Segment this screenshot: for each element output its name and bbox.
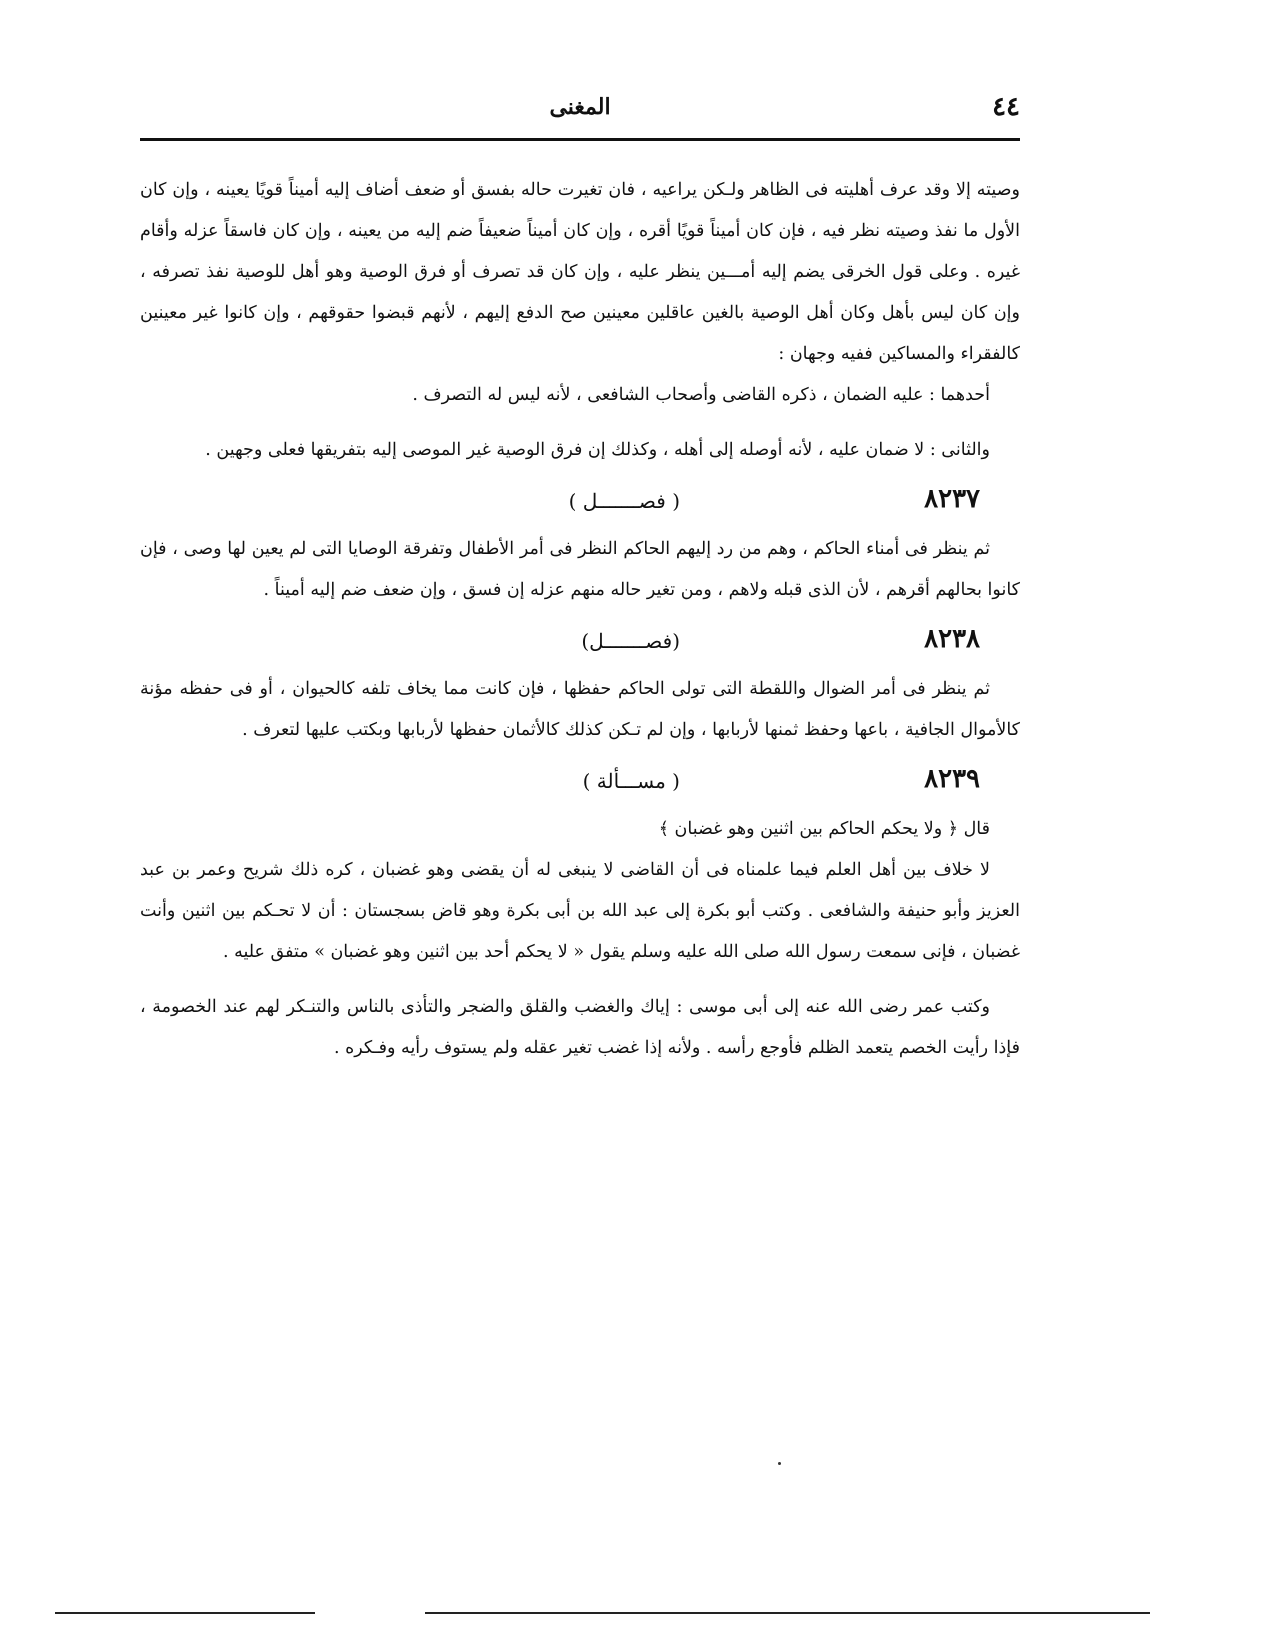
paragraph: ثم ينظر فى أمناء الحاكم ، وهم من رد إليهم الحاكم النظر فى أمر الأطفال وتفرقة الوصايا التى لم يعين لها وصى ، فإن كانوا بحالهم أقرهم ، لأن الذى قبله ولاهم ، ومن تغير حاله منهم عزله إن فسق ، وإن ضعف ضم إليه أميناً .: [140, 539, 1020, 600]
page-header: [140, 92, 1020, 132]
section-heading: [140, 477, 1020, 525]
section-heading: [140, 757, 1020, 805]
running-title: المغنى: [549, 94, 611, 120]
footer-rule-left: [55, 1612, 315, 1614]
section-heading: [140, 617, 1020, 665]
section-label: ( مســـألة ): [582, 769, 680, 793]
stray-dot: [778, 1462, 781, 1465]
section-number: ٨٢٣٧: [924, 484, 980, 514]
section-label: ( فصـــــــل ): [568, 489, 680, 513]
paragraph: ثم ينظر فى أمر الضوال واللقطة التى تولى الحاكم حفظها ، فإن كانت مما يخاف تلفه كالحيوان ، أو فى حفظه مؤنة كالأموال الجافية ، باعها وحفظ ثمنها لأربابها ، وإن لم تـكن كذلك كالأثمان حفظها لأربابها وبكتب عليها لتعرف .: [140, 679, 1020, 740]
paragraph: قال ﴿ ولا يحكم الحاكم بين اثنين وهو غضبان ﴾: [658, 819, 990, 839]
body-text: [140, 170, 1020, 1069]
page-number: ٤٤: [992, 92, 1020, 122]
paragraph: أحدهما : عليه الضمان ، ذكره القاضى وأصحاب الشافعى ، لأنه ليس له التصرف .: [412, 385, 990, 405]
paragraph: والثانى : لا ضمان عليه ، لأنه أوصله إلى أهله ، وكذلك إن فرق الوصية غير الموصى إليه بتفريقها فعلى وجهين .: [205, 440, 990, 460]
footer-rule-right: [425, 1612, 1150, 1614]
paragraph: وكتب عمر رضى الله عنه إلى أبى موسى : إياك والغضب والقلق والضجر والتأذى بالناس والتنـكر لهم عند الخصومة ، فإذا رأيت الخصم يتعمد الظلم فأوجع رأسه . ولأنه إذا غضب تغير عقله ولم يستوف رأيه وفـكره .: [140, 997, 1020, 1058]
section-number: ٨٢٣٨: [924, 624, 980, 654]
header-rule: [140, 138, 1020, 141]
paragraph: لا خلاف بين أهل العلم فيما علمناه فى أن القاضى لا ينبغى له أن يقضى وهو غضبان ، كره ذلك شريح وعمر بن عبد العزيز وأبو حنيفة والشافعى . وكتب أبو بكرة إلى عبد الله بن أبى بكرة وهو قاض بسجستان : أن لا تحـكم بين اثنين وأنت غضبان ، فإنى سمعت رسول الله صلى الله عليه وسلم يقول « لا يحكم أحد بين اثنين وهو غضبان » متفق عليه .: [140, 860, 1020, 962]
paragraph: وصيته إلا وقد عرف أهليته فى الظاهر ولـكن يراعيه ، فان تغيرت حاله بفسق أو ضعف أضاف إليه أميناً قويًا يعينه ، وإن كان الأول ما نفذ وصيته نظر فيه ، فإن كان أميناً قويًا أقره ، وإن كان أميناً ضعيفاً ضم إليه من يعينه ، وإن كان فاسقاً عزله وأقام غيره . وعلى قول الخرقى يضم إليه أمـــين ينظر عليه ، وإن كان قد تصرف أو فرق الوصية وهو أهل للوصية نفذ تصرفه ، وإن كان ليس بأهل وكان أهل الوصية بالغين عاقلين معينين صح الدفع إليهم ، لأنهم قبضوا حقوقهم ، وإن كانوا غير معينين كالفقراء والمساكين ففيه وجهان :: [140, 180, 1020, 364]
section-number: ٨٢٣٩: [924, 764, 980, 794]
section-label: (فصـــــــل): [581, 629, 680, 653]
